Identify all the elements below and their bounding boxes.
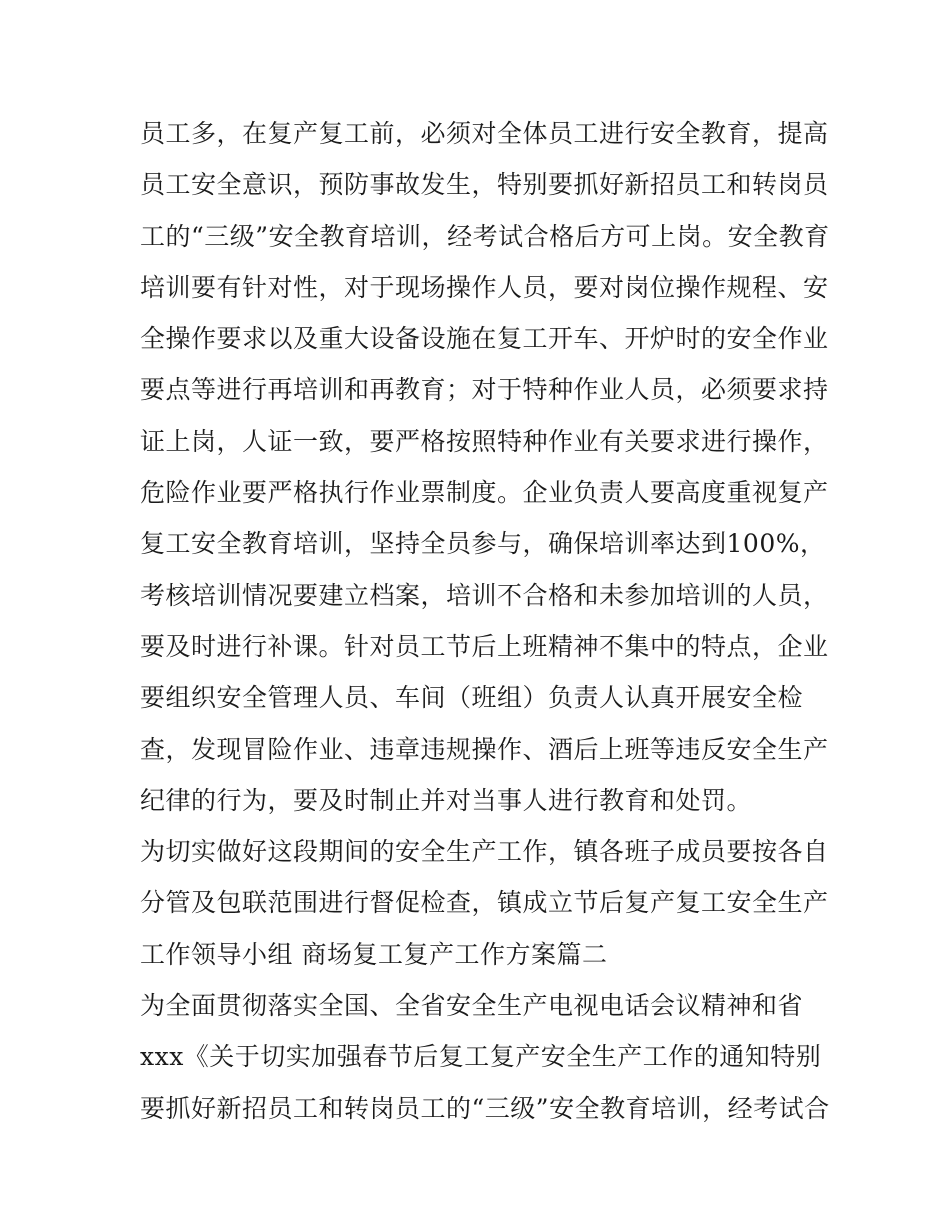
text-line: 复工安全教育培训，坚持全员参与，确保培训率达到100%， bbox=[140, 529, 826, 559]
text-line: 要组织安全管理人员、车间（班组）负责人认真开展安全检 bbox=[140, 683, 804, 713]
paragraph-start-line: 为全面贯彻落实全国、全省安全生产电视电话会议精神和省 bbox=[140, 991, 804, 1021]
text-line: xxx《关于切实加强春节后复工复产安全生产工作的通知特别 bbox=[140, 1042, 822, 1072]
document-body bbox=[140, 108, 830, 1134]
text-line: 全操作要求以及重大设备设施在复工开车、开炉时的安全作业 bbox=[140, 324, 829, 354]
text-line: 危险作业要严格执行作业票制度。企业负责人要高度重视复产 bbox=[140, 478, 829, 508]
text-line: 查，发现冒险作业、违章违规操作、酒后上班等违反安全生产 bbox=[140, 734, 829, 764]
text-line: 员工安全意识，预防事故发生，特别要抓好新招员工和转岗员 bbox=[140, 170, 829, 200]
text-line: 要点等进行再培训和再教育；对于特种作业人员，必须要求持 bbox=[140, 375, 829, 405]
text-line: 工的“三级”安全教育培训，经考试合格后方可上岗。安全教育 bbox=[140, 221, 830, 251]
paragraph-start-line: 为切实做好这段期间的安全生产工作，镇各班子成员要按各自 bbox=[140, 837, 829, 867]
text-line: 证上岗，人证一致，要严格按照特种作业有关要求进行操作， bbox=[140, 426, 829, 456]
text-line: 分管及包联范围进行督促检查，镇成立节后复产复工安全生产 bbox=[140, 888, 829, 918]
text-line: 要抓好新招员工和转岗员工的“三级”安全教育培训，经考试合 bbox=[140, 1093, 830, 1123]
text-line: 纪律的行为，要及时制止并对当事人进行教育和处罚。 bbox=[140, 785, 753, 815]
text-line: 培训要有针对性，对于现场操作人员，要对岗位操作规程、安 bbox=[140, 272, 829, 302]
text-line: 要及时进行补课。针对员工节后上班精神不集中的特点，企业 bbox=[140, 631, 829, 661]
text-line: 员工多，在复产复工前，必须对全体员工进行安全教育，提高 bbox=[140, 119, 829, 148]
text-line: 工作领导小组 商场复工复产工作方案篇二 bbox=[140, 939, 608, 969]
text-line: 考核培训情况要建立档案，培训不合格和未参加培训的人员， bbox=[140, 580, 829, 610]
